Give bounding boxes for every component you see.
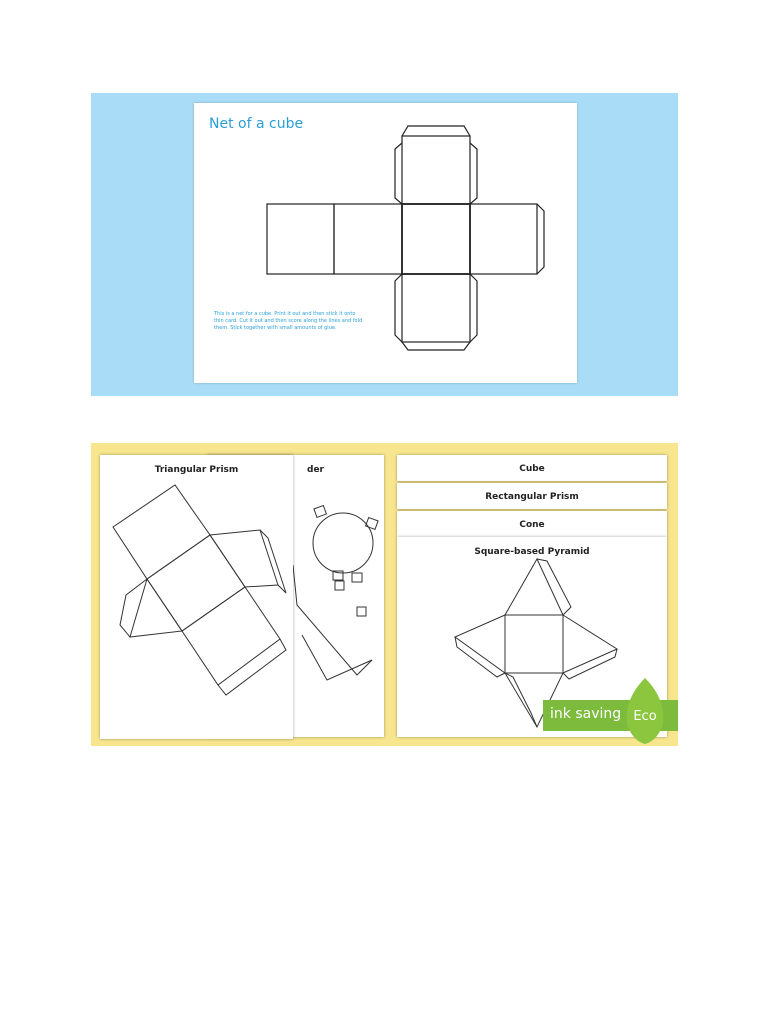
cube-flap-right: [537, 204, 544, 274]
cube-face-bottom: [402, 274, 470, 342]
cylinder-sheet-title: der: [307, 465, 324, 475]
cone-net-sheet: [397, 511, 667, 537]
cone-label: Cone: [519, 520, 545, 530]
cube-sheet-instructions: This is a net for a cube. Print it out and then stick it onto thin card. Cut it out and then score along the lines and fold them. Stick together with small amounts of glue.: [214, 311, 363, 331]
cube-face-3: [402, 204, 470, 274]
cube-flap-bottom-left: [395, 274, 402, 342]
cube-net-diagram: [194, 103, 577, 383]
triangular-prism-title: Triangular Prism: [154, 465, 239, 475]
ink-saving-label: ink saving: [550, 706, 622, 722]
eco-leaf-icon: [625, 678, 665, 746]
cube-sheet-label: Cube: [519, 464, 545, 474]
cube-flap-top-right: [470, 143, 477, 204]
eco-logo-text: Eco: [633, 709, 657, 724]
cube-flap-top-left: [395, 143, 402, 204]
cube-face-top: [402, 136, 470, 204]
cube-face-1: [267, 204, 334, 274]
square-pyramid-label: Square-based Pyramid: [474, 547, 590, 557]
triangular-prism-net-sheet: [100, 455, 293, 739]
cube-flap-bottom: [402, 342, 470, 350]
triangular-prism-net-diagram: [100, 455, 293, 739]
cube-net-sheet-small: [397, 455, 667, 481]
cube-flap-bottom-right: [470, 274, 477, 342]
rectangular-prism-label: Rectangular Prism: [485, 492, 579, 502]
cube-flap-top: [402, 126, 470, 136]
cube-sheet-title: Net of a cube: [209, 116, 304, 132]
cube-face-4: [470, 204, 537, 274]
rectangular-prism-net-sheet: [397, 483, 667, 509]
cube-face-2: [334, 204, 402, 274]
